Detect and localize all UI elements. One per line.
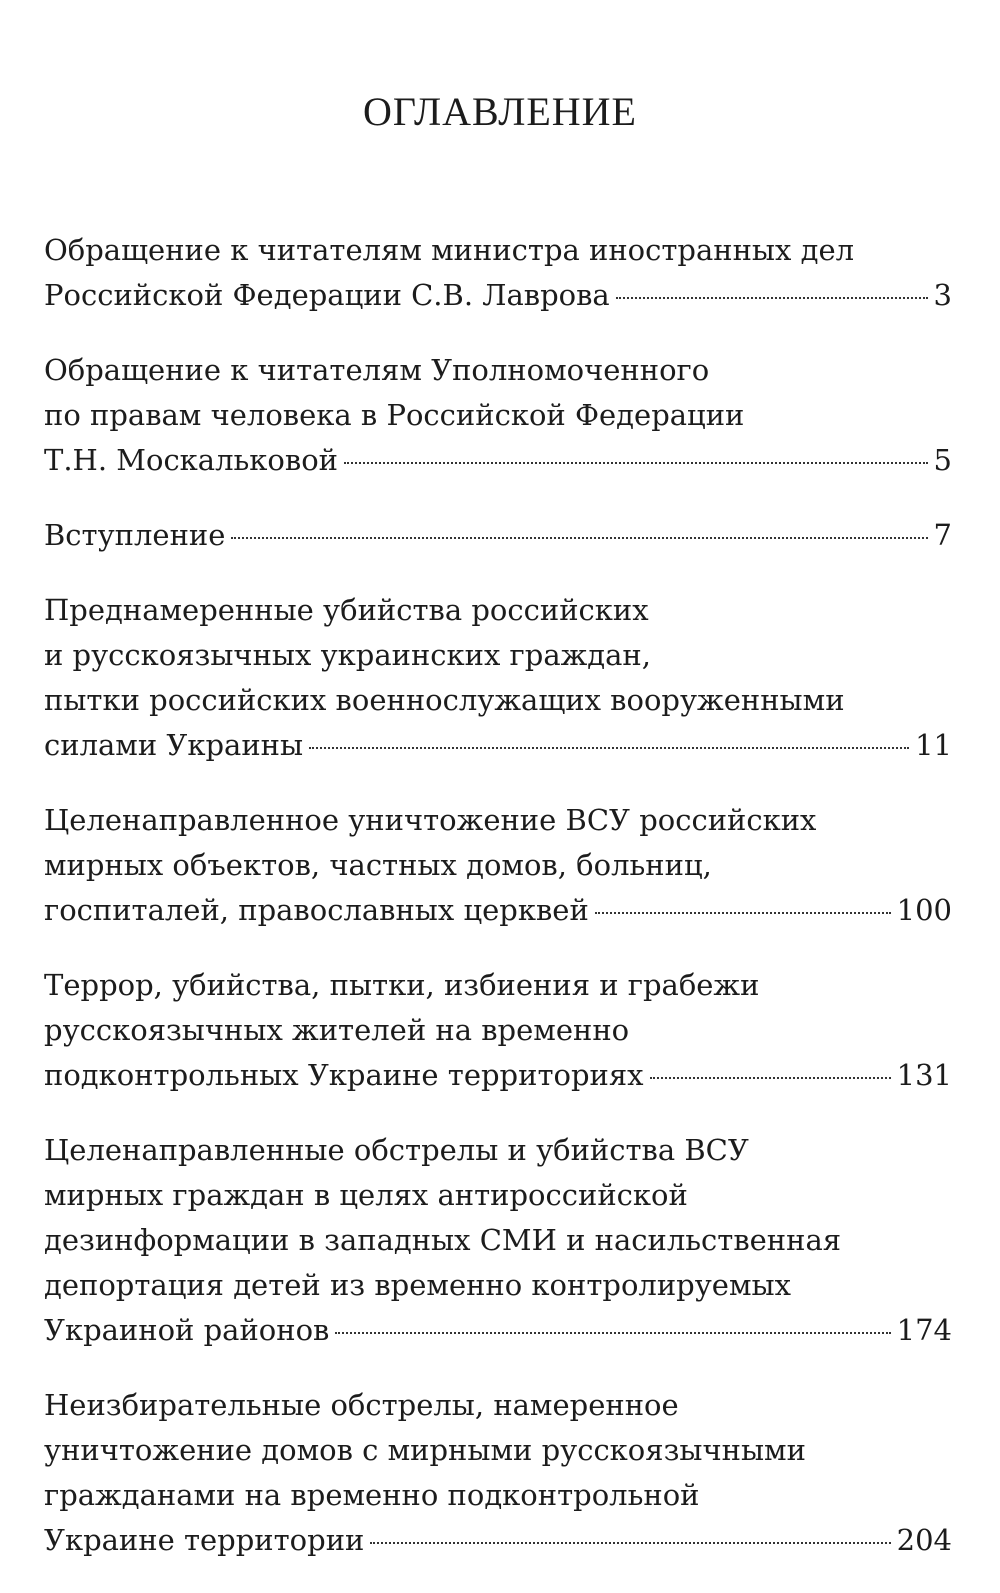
toc-entry-line: Российской Федерации С.В. Лаврова (44, 278, 610, 312)
dot-leader (231, 537, 927, 539)
toc-entry-final-line (44, 723, 952, 768)
toc-entry-line: Т.Н. Москальковой (44, 443, 339, 477)
page-title: ОГЛАВЛЕНИЕ (363, 89, 637, 134)
toc-entry-line: уничтожение домов с мирными русскоязычными (44, 1433, 806, 1467)
toc-entry-line: гражданами на временно подконтрольной (44, 1478, 700, 1512)
toc-entry-line: подконтрольных Украине территориях (44, 1058, 644, 1092)
toc-entry-line: мирных граждан в целях антироссийской (44, 1178, 688, 1212)
toc-entry-line: Вступление (44, 518, 226, 552)
dot-leader (344, 462, 928, 464)
toc-list (44, 228, 952, 1593)
toc-entry-final-line (44, 438, 952, 483)
toc-entry-line: Украине территории (44, 1523, 365, 1557)
dot-leader (370, 1542, 890, 1544)
toc-entry-final-line (44, 273, 952, 318)
toc-entry-line: Обращение к читателям министра иностранных дел (44, 233, 855, 267)
toc-entry-final-line (44, 1308, 952, 1353)
dot-leader (335, 1332, 890, 1334)
page-number: 174 (896, 1313, 952, 1347)
toc-entry-line: Обращение к читателям Уполномоченного (44, 353, 710, 387)
toc-entry-line: Украиной районов (44, 1313, 330, 1347)
toc-entry-line: депортация детей из временно контролируемых (44, 1268, 791, 1302)
page-number: 204 (896, 1523, 952, 1557)
toc-entry-line: Целенаправленные обстрелы и убийства ВСУ (44, 1133, 749, 1167)
toc-entry-line: русскоязычных жителей на временно (44, 1013, 630, 1047)
dot-leader (650, 1077, 891, 1079)
page-number: 3 (933, 278, 952, 312)
toc-entry-line: мирных объектов, частных домов, больниц, (44, 848, 712, 882)
toc-entry-line: дезинформации в западных СМИ и насильственная (44, 1223, 842, 1257)
toc-entry (44, 798, 952, 933)
toc-entry (44, 588, 952, 768)
page-number: 100 (896, 893, 952, 927)
toc-entry-line: пытки российских военнослужащих вооруженными (44, 683, 845, 717)
toc-entry-line: силами Украины (44, 728, 304, 762)
toc-entry (44, 1383, 952, 1563)
page-number: 131 (896, 1058, 952, 1092)
toc-entry-line: и русскоязычных украинских граждан, (44, 638, 651, 672)
page-number: 7 (933, 518, 952, 552)
toc-entry (44, 1128, 952, 1353)
toc-entry (44, 348, 952, 483)
toc-entry-line: Террор, убийства, пытки, избиения и грабежи (44, 968, 760, 1002)
toc-entry-final-line (44, 888, 952, 933)
toc-entry (44, 513, 952, 558)
toc-entry-line: Неизбирательные обстрелы, намеренное (44, 1388, 679, 1422)
dot-leader (309, 747, 909, 749)
page-number: 5 (933, 443, 952, 477)
toc-entry-line: госпиталей, православных церквей (44, 893, 589, 927)
dot-leader (616, 297, 928, 299)
dot-leader (595, 912, 891, 914)
toc-entry-final-line (44, 1053, 952, 1098)
toc-entry-line: Преднамеренные убийства российских (44, 593, 649, 627)
toc-entry (44, 228, 952, 318)
toc-entry (44, 963, 952, 1098)
toc-entry-final-line (44, 513, 952, 558)
toc-entry-line: по правам человека в Российской Федерации (44, 398, 745, 432)
toc-entry-line: Целенаправленное уничтожение ВСУ российских (44, 803, 817, 837)
toc-entry-final-line (44, 1518, 952, 1563)
page-number: 11 (915, 728, 952, 762)
